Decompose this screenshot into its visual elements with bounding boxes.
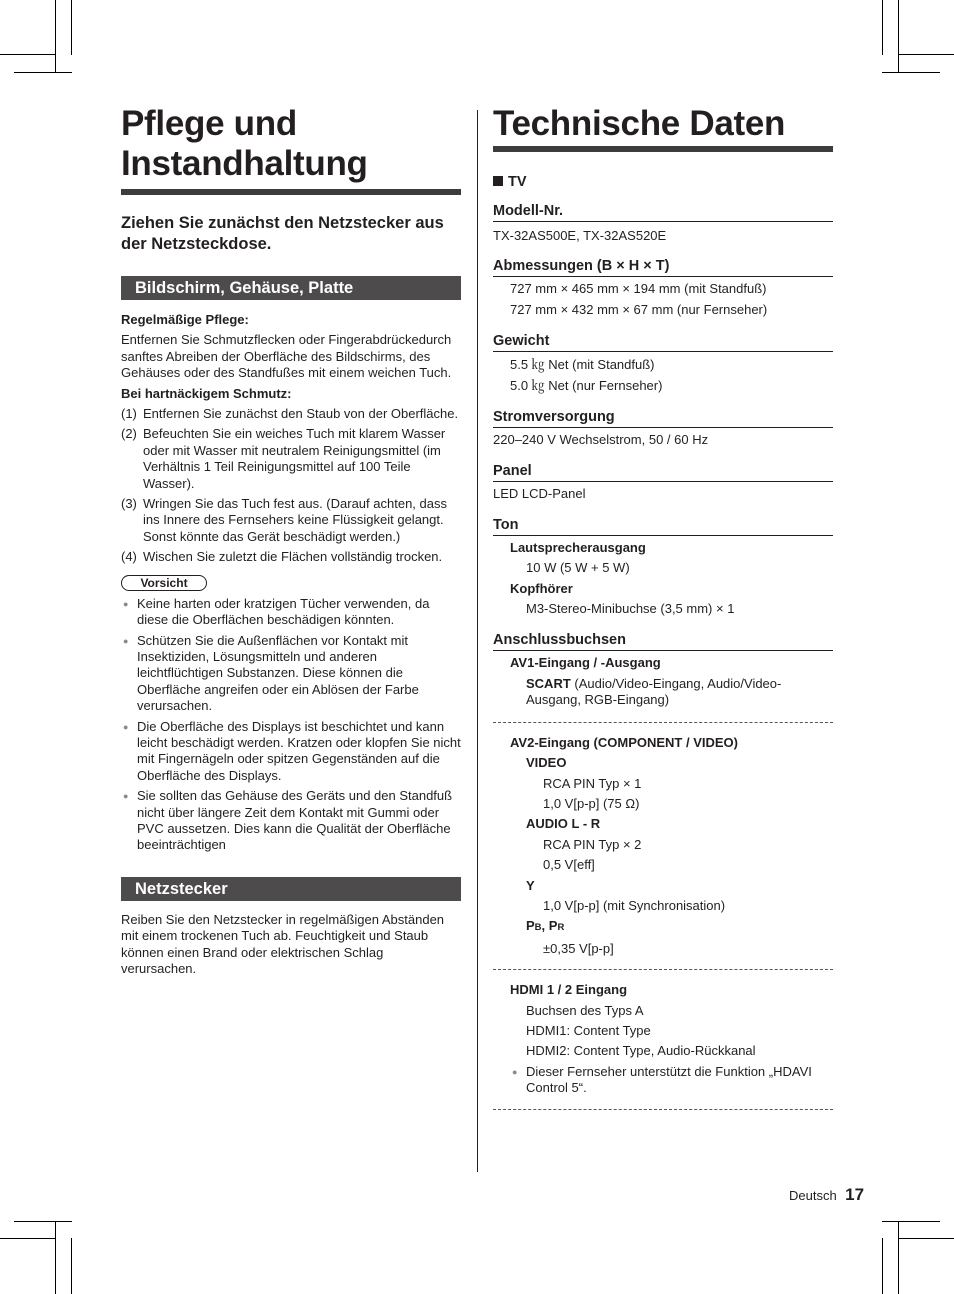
spec-value: M3-Stereo-Minibuchse (3,5 mm) × 1 (526, 601, 735, 617)
title-line: Pflege und (121, 104, 297, 143)
spec-heading: Panel (493, 462, 833, 482)
spec-value: 1,0 V[p-p] (mit Synchronisation) (543, 897, 726, 913)
page-title-specs: Technische Daten (493, 104, 786, 143)
list-item: ● Die Oberfläche des Displays ist beschichtet und kann leicht beschädigt werden. Kratzen oder klopfen Sie nicht mit Fingernägeln oder spitzen Gegenständen auf die Oberfläche des Displays. (121, 719, 461, 785)
spec-value (493, 676, 833, 709)
spec-value: 1,0 V[p-p] (75 Ω) (543, 795, 640, 811)
caution-wrapper (121, 574, 461, 592)
spec-value: HDMI2: Content Type, Audio-Rückkanal (526, 1043, 756, 1059)
step-text: Wischen Sie zuletzt die Flächen vollständig trocken. (143, 549, 443, 565)
spec-value: 5.5 ㎏ Net (mit Standfuß) (510, 357, 655, 373)
crop-mark (898, 0, 899, 72)
spec-sublabel: Y (526, 877, 535, 893)
column-divider (477, 110, 478, 1172)
list-item (121, 426, 461, 492)
tv-label: TV (508, 174, 527, 190)
stubborn-dirt-label: Bei hartnäckigem Schmutz: (121, 385, 292, 401)
page-number: 17 (845, 1185, 865, 1204)
title-rule (493, 146, 833, 152)
spec-value: RCA PIN Typ × 2 (543, 836, 642, 852)
list-item (121, 406, 461, 422)
square-bullet-icon (493, 176, 503, 186)
spec-value: 220–240 V Wechselstrom, 50 / 60 Hz (493, 432, 709, 448)
step-number: (3) (121, 496, 137, 512)
spec-value: 5.0 ㎏ Net (nur Fernseher) (510, 377, 663, 393)
crop-mark (882, 0, 883, 55)
regular-care-text: Entfernen Sie Schmutzflecken oder Fingerabdrückedurch sanftes Abreiben der Oberfläche des Bildschirms, des Gehäuses oder des Standfußes mit einem weichen Tuch. (121, 332, 452, 381)
specs-column (493, 104, 833, 1110)
spec-value: 727 mm × 465 mm × 194 mm (mit Standfuß) (510, 281, 767, 297)
tv-heading (493, 174, 833, 190)
step-text: Entfernen Sie zunächst den Staub von der Oberfläche. (143, 406, 459, 422)
spec-heading: Modell-Nr. (493, 202, 833, 222)
crop-mark (55, 0, 56, 72)
spec-value: RCA PIN Typ × 1 (543, 775, 642, 791)
step-number: (2) (121, 426, 137, 442)
step-number: (4) (121, 549, 137, 565)
crop-mark (882, 72, 940, 73)
spec-value: 727 mm × 432 mm × 67 mm (nur Fernseher) (510, 301, 768, 317)
spec-value: Buchsen des Typs A (526, 1002, 644, 1018)
pb-sub: B (534, 922, 542, 934)
scart-desc: (Audio/Video-Eingang, Audio/Video-Ausgang, RGB-Eingang) (526, 675, 782, 708)
pb-label: P (526, 918, 535, 934)
spec-value: HDMI1: Content Type (526, 1022, 651, 1038)
crop-mark (882, 1238, 883, 1294)
spec-sublabel: AV1-Eingang / -Ausgang (510, 655, 661, 671)
list-item (121, 549, 461, 565)
list-item: ● Dieser Fernseher unterstützt die Funktion „HDAVI Control 5“. (510, 1064, 833, 1097)
page-title-care (121, 104, 461, 184)
hdmi-note-wrapper (493, 1064, 833, 1097)
crop-mark (14, 72, 72, 73)
spec-heading: Gewicht (493, 332, 833, 352)
crop-mark (55, 1222, 56, 1294)
step-text: Wringen Sie das Tuch fest aus. (Darauf achten, dass ins Innere des Fernsehers keine Flüssigkeit gelangt. Sonst könnte das Gerät beschädigt werden.) (143, 496, 447, 544)
spec-sublabel: Kopfhörer (510, 580, 573, 596)
spec-value: 0,5 V[eff] (543, 857, 595, 873)
plug-text: Reiben Sie den Netzstecker in regelmäßigen Abständen mit einem trockenen Tuch ab. Feuchtigkeit und Staub können einen Brand oder elektrischen Schlag verursachen. (121, 911, 445, 976)
step-number: (1) (121, 406, 137, 422)
footer-language: Deutsch (789, 1188, 837, 1203)
list-item: ● Keine harten oder kratzigen Tücher verwenden, da diese die Oberflächen beschädigen könnten. (121, 596, 461, 629)
spec-value: TX-32AS500E, TX-32AS520E (493, 228, 667, 243)
pr-label: , P (541, 918, 558, 934)
spec-sublabel: AV2-Eingang (COMPONENT / VIDEO) (510, 734, 738, 750)
dashed-separator (493, 1109, 833, 1110)
title-line: Instandhaltung (121, 144, 368, 183)
spec-sublabel: VIDEO (526, 755, 567, 771)
dashed-separator (493, 969, 833, 970)
spec-heading: Anschlussbuchsen (493, 631, 833, 651)
scart-label: SCART (526, 675, 571, 691)
page-footer (789, 1185, 864, 1205)
spec-sublabel: HDMI 1 / 2 Eingang (510, 982, 628, 998)
crop-mark (898, 54, 954, 55)
care-column (121, 104, 461, 977)
crop-mark (14, 1221, 72, 1222)
crop-mark (0, 54, 56, 55)
section-heading: Bildschirm, Gehäuse, Platte (121, 276, 461, 300)
dashed-separator (493, 722, 833, 723)
spec-sublabel (493, 918, 833, 936)
pr-sub: R (557, 922, 565, 934)
list-item (121, 496, 461, 545)
crop-mark (0, 1238, 56, 1239)
crop-mark (71, 1238, 72, 1294)
intro-heading: Ziehen Sie zunächst den Netzstecker aus der Netzsteckdose. (121, 214, 444, 253)
title-rule (121, 189, 461, 195)
spec-value: ±0,35 V[p-p] (543, 940, 614, 956)
regular-care-label: Regelmäßige Pflege: (121, 312, 249, 327)
spec-value: 10 W (5 W + 5 W) (526, 560, 630, 576)
list-item: ● Schützen Sie die Außenflächen vor Kontakt mit Insektiziden, Lösungsmitteln und anderen leichtflüchtigen Substanzen. Diese können die Oberfläche angreifen oder ein Ablösen der Farbe verursachen. (121, 633, 461, 715)
caution-badge: Vorsicht (121, 575, 207, 591)
spec-heading: Ton (493, 516, 833, 536)
list-item: ● Sie sollten das Gehäuse des Geräts und den Standfuß nicht über längere Zeit dem Kontakt mit Gummi oder PVC aussetzen. Dies kann die Qualität der Oberfläche beeinträchtigen (121, 788, 461, 854)
spec-sublabel: Lautsprecherausgang (510, 539, 646, 555)
spec-heading: Abmessungen (B × H × T) (493, 257, 833, 277)
section-heading: Netzstecker (121, 877, 461, 901)
crop-mark (71, 0, 72, 55)
spec-heading: Stromversorgung (493, 408, 833, 428)
crop-mark (882, 1221, 940, 1222)
crop-mark (898, 1238, 954, 1239)
crop-mark (898, 1222, 899, 1294)
spec-sublabel: AUDIO L - R (526, 816, 601, 832)
step-text: Befeuchten Sie ein weiches Tuch mit klarem Wasser oder mit Wasser mit neutralem Reinigungsmittel (im Verhältnis 1 Teil Reinigungsmittel auf 100 Teile Wasser). (143, 426, 446, 491)
spec-value: LED LCD-Panel (493, 486, 586, 502)
